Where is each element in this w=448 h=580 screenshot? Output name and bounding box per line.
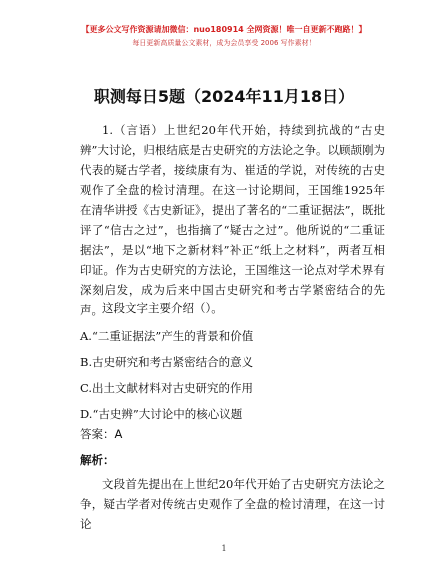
- option-b: B.古史研究和考古紧密结合的意义: [80, 355, 254, 369]
- page-number: 1: [221, 544, 227, 553]
- options-list: [80, 323, 385, 427]
- option-a: A.“二重证据法”产生的背景和价值: [80, 329, 254, 343]
- promo-banner-line1: 【更多公文写作资源请加微信：nuo180914 全网资源！唯一自更新不跑路！】: [81, 25, 367, 34]
- question-prompt: 这段文字主要介绍（）。: [102, 301, 223, 315]
- analysis-label: 解析：: [80, 453, 115, 467]
- promo-banner-line2: 每日更新高质量公文素材，成为会员享受 2006 写作素材！: [132, 39, 316, 47]
- option-c: C.出土文献材料对古史研究的作用: [80, 381, 254, 395]
- question-paragraph: 1.（言语）上世纪20年代开始，持续到抗战的“古史辨”大讨论，归根结底是古史研究的方法论之争。以顾颉刚为代表的疑古学者，接续康有为、崔适的学说，对传统的古史观作了全盘的检讨清理。在这一讨论期间，王国维1925年在清华讲授《古史新证》，提出了著名的“二重证据法”，既批评了“信古之过”，也指摘了“疑古之过”。他所说的“二重证据法”，是以“地下之新材料”补正“纸上之材料”，两者互相印证。作为古史研究的方法论，王国维这一论点对学术界有深刻启发，成为后来中国古史研究和考古学紧密结合的先声。: [80, 123, 386, 317]
- page-title: 职测每日5题（2024年11月18日）: [93, 87, 355, 106]
- option-d: D.“古史辨”大讨论中的核心议题: [80, 407, 243, 421]
- answer-line: 答案：A: [80, 427, 123, 441]
- analysis-text: 文段首先提出在上世纪20年代开始了古史研究方法论之争，疑古学者对传统古史观作了全盘的检讨清理，在这一讨论: [80, 477, 385, 531]
